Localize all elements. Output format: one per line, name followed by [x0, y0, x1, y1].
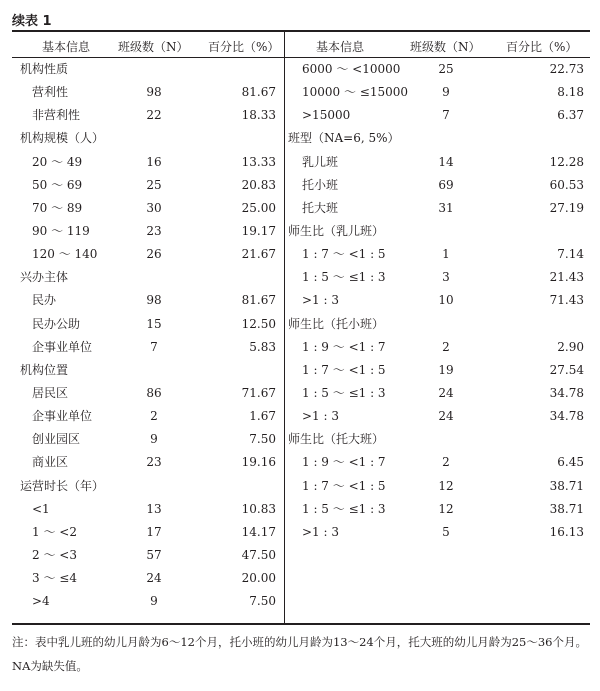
right-header-row: [288, 32, 590, 57]
cell-count: 25: [146, 177, 162, 192]
cell-label: 师生比（托小班）: [288, 316, 385, 331]
table-row: [288, 498, 590, 521]
table-row: [288, 336, 590, 359]
cell-percentage: 12.28: [549, 154, 584, 169]
left-rows: [12, 58, 282, 613]
table-row: [288, 197, 590, 220]
table-row: [288, 104, 590, 127]
cell-count: 16: [146, 154, 162, 169]
table-row: [12, 428, 282, 451]
cell-label: 托大班: [302, 200, 339, 215]
cell-count: 9: [442, 85, 450, 100]
header-percentage: 百分比（%）: [208, 40, 280, 54]
table-row: [288, 475, 590, 498]
cell-label: >15000: [302, 108, 351, 123]
table-row: [288, 266, 590, 289]
cell-percentage: 47.50: [241, 547, 276, 562]
cell-percentage: 81.67: [241, 293, 276, 308]
cell-percentage: 38.71: [549, 478, 584, 493]
cell-label: 创业园区: [32, 432, 81, 447]
header-basic-info: 基本信息: [42, 40, 91, 54]
cell-count: 2: [442, 339, 450, 354]
cell-label: 班型（NA=6, 5%）: [288, 131, 400, 146]
cell-percentage: 19.16: [241, 455, 276, 470]
cell-count: 24: [438, 385, 454, 400]
cell-label: 2 ～ <3: [32, 547, 77, 562]
cell-count: 26: [146, 247, 162, 262]
cell-count: 9: [150, 432, 158, 447]
cell-percentage: 8.18: [557, 85, 584, 100]
cell-label: 民办公助: [32, 316, 81, 331]
cell-label: 营利性: [32, 85, 69, 100]
cell-percentage: 25.00: [241, 200, 276, 215]
cell-count: 23: [146, 223, 162, 238]
table-row: [288, 289, 590, 312]
cell-count: 10: [438, 293, 454, 308]
cell-count: 13: [146, 501, 162, 516]
cell-label: 6000 ～ <10000: [302, 62, 401, 76]
right-rows: [288, 58, 590, 544]
cell-count: 24: [146, 571, 162, 586]
cell-label: >1 : 3: [302, 524, 339, 539]
cell-percentage: 7.50: [249, 432, 276, 447]
table-row: [12, 590, 282, 613]
cell-count: 12: [438, 478, 454, 493]
cell-percentage: 21.43: [549, 270, 584, 285]
cell-percentage: 27.54: [549, 362, 584, 377]
cell-percentage: 2.90: [557, 339, 584, 354]
cell-label: 90 ～ 119: [32, 223, 90, 238]
cell-count: 1: [442, 247, 450, 262]
cell-percentage: 27.19: [549, 200, 584, 215]
table-row: [12, 521, 282, 544]
table-row: [12, 174, 282, 197]
cell-label: >1 : 3: [302, 293, 339, 308]
cell-count: 31: [438, 200, 454, 215]
table-row: [12, 451, 282, 474]
cell-percentage: 7.14: [557, 247, 584, 262]
cell-percentage: 19.17: [241, 223, 276, 238]
table-row: [288, 405, 590, 428]
cell-label: 乳儿班: [302, 154, 339, 169]
header-class-count: 班级数（N）: [410, 40, 481, 54]
cell-label: 机构规模（人）: [20, 131, 105, 146]
cell-label: 1 : 7 ～ <1 : 5: [302, 362, 386, 377]
cell-percentage: 14.17: [241, 524, 276, 539]
cell-percentage: 6.45: [557, 455, 584, 470]
table-row: [12, 197, 282, 220]
cell-count: 19: [438, 362, 454, 377]
cell-count: 12: [438, 501, 454, 516]
cell-label: 10000 ～ ≤15000: [302, 85, 409, 100]
cell-count: 25: [438, 62, 454, 76]
cell-percentage: 38.71: [549, 501, 584, 516]
cell-label: 50 ～ 69: [32, 177, 83, 192]
cell-count: 24: [438, 409, 454, 424]
table-row: [12, 104, 282, 127]
cell-label: 1 : 9 ～ <1 : 7: [302, 455, 386, 470]
cell-label: 托小班: [302, 177, 339, 192]
table-row: [288, 174, 590, 197]
cell-label: 民办: [32, 293, 57, 308]
cell-percentage: 7.50: [249, 594, 276, 609]
table-row: [12, 382, 282, 405]
cell-count: 15: [146, 316, 162, 331]
cell-percentage: 34.78: [549, 385, 584, 400]
cell-label: 居民区: [32, 385, 69, 400]
cell-label: 1 : 5 ～ ≤1 : 3: [302, 501, 386, 516]
table-row: [12, 567, 282, 590]
cell-label: 1 ～ <2: [32, 524, 77, 539]
cell-count: 3: [442, 270, 450, 285]
cell-label: 1 : 7 ～ <1 : 5: [302, 478, 386, 493]
cell-percentage: 34.78: [549, 409, 584, 424]
cell-percentage: 81.67: [241, 85, 276, 100]
cell-count: 7: [442, 108, 450, 123]
cell-percentage: 21.67: [241, 247, 276, 262]
cell-percentage: 13.33: [241, 154, 276, 169]
table-row: [12, 405, 282, 428]
cell-label: 商业区: [32, 455, 69, 470]
table-row: [12, 81, 282, 104]
cell-percentage: 16.13: [549, 524, 584, 539]
left-header-row: [12, 32, 282, 57]
cell-label: 非营利性: [32, 108, 81, 123]
table-row: [12, 220, 282, 243]
cell-percentage: 20.00: [241, 571, 276, 586]
table-row: [288, 521, 590, 544]
table-note: 注：表中乳儿班的幼儿月龄为6～12个月，托小班的幼儿月龄为13～24个月，托大班的幼儿月龄为25～36个月。NA为缺失值。: [12, 635, 587, 673]
table-row: [12, 243, 282, 266]
table-group-row: [288, 127, 590, 150]
cell-label: >4: [32, 594, 50, 609]
table-row: [12, 313, 282, 336]
cell-percentage: 5.83: [249, 339, 276, 354]
cell-label: 20 ～ 49: [32, 154, 83, 169]
header-class-count: 班级数（N）: [118, 40, 189, 54]
bottom-rule: [12, 623, 590, 625]
cell-count: 23: [146, 455, 162, 470]
table-row: [288, 243, 590, 266]
right-panel: [288, 32, 590, 539]
cell-label: 1 : 5 ～ ≤1 : 3: [302, 385, 386, 400]
table-row: [288, 81, 590, 104]
cell-label: 70 ～ 89: [32, 200, 83, 215]
cell-count: 14: [438, 154, 454, 169]
cell-percentage: 12.50: [241, 316, 276, 331]
column-divider: [284, 31, 285, 624]
table-group-row: [12, 58, 282, 81]
table-row: [12, 151, 282, 174]
cell-count: 57: [146, 547, 162, 562]
table-group-row: [12, 359, 282, 382]
cell-count: 98: [146, 85, 162, 100]
table-group-row: [288, 220, 590, 243]
cell-percentage: 1.67: [249, 409, 276, 424]
table-group-row: [288, 428, 590, 451]
table-row: [288, 451, 590, 474]
cell-label: 运营时长（年）: [20, 478, 105, 493]
table-row: [288, 151, 590, 174]
table-row: [12, 544, 282, 567]
cell-label: 1 : 9 ～ <1 : 7: [302, 339, 386, 354]
cell-count: 69: [438, 177, 454, 192]
table-row: [288, 382, 590, 405]
cell-count: 2: [150, 409, 158, 424]
header-basic-info: 基本信息: [316, 40, 365, 54]
cell-count: 5: [442, 524, 450, 539]
cell-label: 3 ～ ≤4: [32, 571, 77, 586]
cell-count: 98: [146, 293, 162, 308]
cell-label: 机构性质: [20, 62, 69, 76]
header-percentage: 百分比（%）: [506, 40, 578, 54]
table-row: [12, 336, 282, 359]
cell-count: 86: [146, 385, 162, 400]
table-row: [12, 289, 282, 312]
cell-label: 师生比（乳儿班）: [288, 223, 385, 238]
table-row: [288, 359, 590, 382]
table-group-row: [12, 475, 282, 498]
cell-count: 17: [146, 524, 162, 539]
cell-label: 兴办主体: [20, 270, 69, 285]
table-row: [288, 58, 590, 81]
cell-percentage: 71.43: [549, 293, 584, 308]
cell-label: 1 : 7 ～ <1 : 5: [302, 247, 386, 262]
cell-count: 30: [146, 200, 162, 215]
cell-percentage: 71.67: [241, 385, 276, 400]
cell-label: 120 ～ 140: [32, 247, 98, 262]
cell-percentage: 10.83: [241, 501, 276, 516]
cell-percentage: 20.83: [241, 177, 276, 192]
cell-label: 1 : 5 ～ ≤1 : 3: [302, 270, 386, 285]
cell-label: 师生比（托大班）: [288, 432, 385, 447]
table-group-row: [12, 266, 282, 289]
cell-percentage: 22.73: [549, 62, 584, 76]
cell-label: <1: [32, 501, 50, 516]
cell-count: 22: [146, 108, 162, 123]
table-group-row: [12, 127, 282, 150]
cell-count: 2: [442, 455, 450, 470]
left-panel: [12, 32, 282, 609]
cell-label: 企事业单位: [32, 339, 93, 354]
table-row: [12, 498, 282, 521]
table-caption: 续表 1: [12, 14, 52, 29]
cell-count: 7: [150, 339, 158, 354]
cell-count: 9: [150, 594, 158, 609]
cell-label: 机构位置: [20, 362, 69, 377]
table-group-row: [288, 313, 590, 336]
cell-percentage: 6.37: [557, 108, 584, 123]
cell-label: >1 : 3: [302, 409, 339, 424]
cell-percentage: 60.53: [549, 177, 584, 192]
cell-percentage: 18.33: [241, 108, 276, 123]
cell-label: 企事业单位: [32, 409, 93, 424]
